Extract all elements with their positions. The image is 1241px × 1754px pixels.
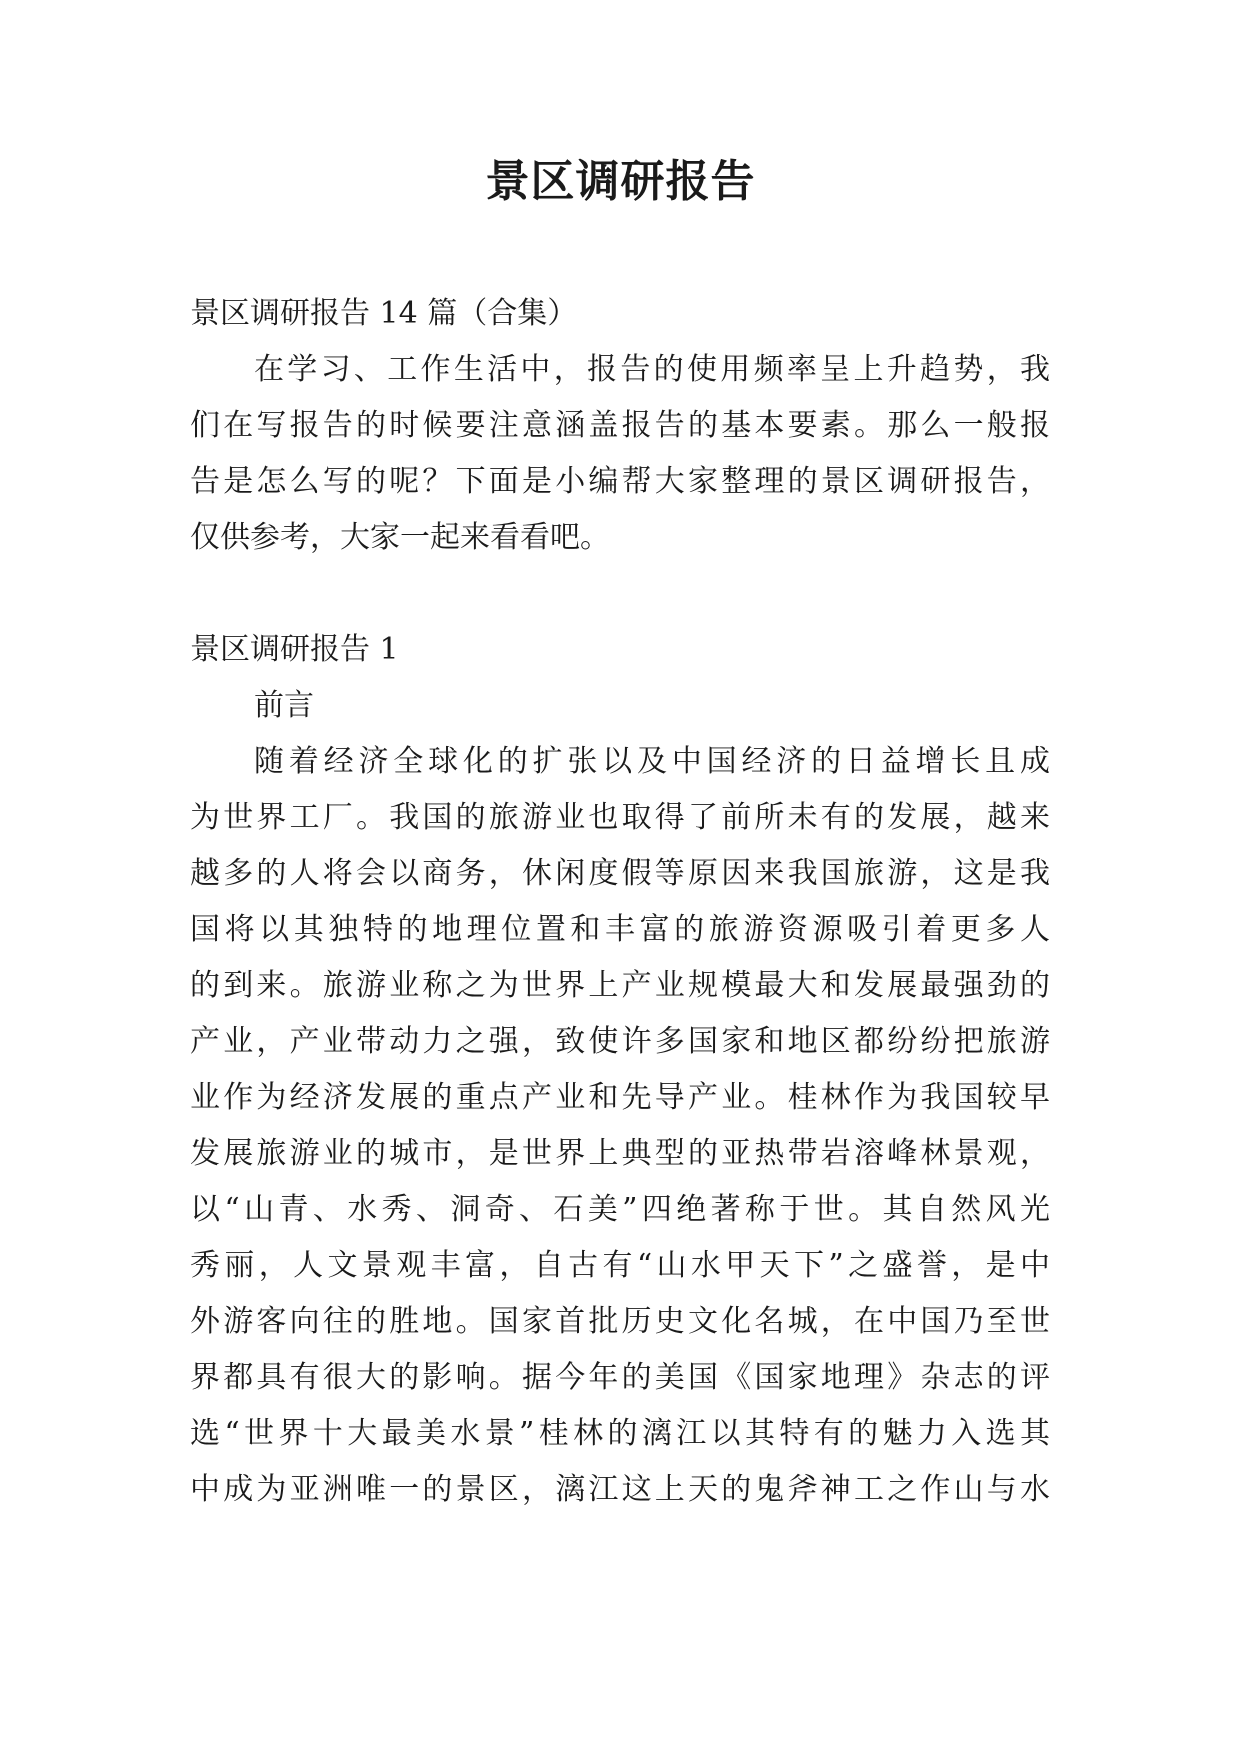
preface-line: 中成为亚洲唯一的景区，漓江这上天的鬼斧神工之作山与水 (190, 1472, 1050, 1507)
preface-line: 越多的人将会以商务，休闲度假等原因来我国旅游，这是我 (190, 856, 1050, 891)
paragraph-gap (190, 566, 1050, 622)
preface-line: 产业，产业带动力之强，致使许多国家和地区都纷纷把旅游 (190, 1024, 1050, 1059)
preface-line: 业作为经济发展的重点产业和先导产业。桂林作为我国较早 (190, 1080, 1050, 1115)
intro-line: 在学习、工作生活中，报告的使用频率呈上升趋势，我 (254, 352, 1050, 387)
document-body (190, 286, 1050, 1518)
document-title: 景区调研报告 (485, 156, 756, 207)
preface-line: 随着经济全球化的扩张以及中国经济的日益增长且成 (254, 744, 1050, 779)
preface-line: 为世界工厂。我国的旅游业也取得了前所未有的发展，越来 (190, 800, 1050, 835)
preface-line: 外游客向往的胜地。国家首批历史文化名城，在中国乃至世 (190, 1304, 1050, 1339)
preface-line: 以“山青、水秀、洞奇、石美”四绝著称于世。其自然风光 (190, 1192, 1050, 1227)
intro-line: 告是怎么写的呢？下面是小编帮大家整理的景区调研报告， (190, 464, 1050, 499)
preface-line: 界都具有很大的影响。据今年的美国《国家地理》杂志的评 (190, 1360, 1050, 1395)
intro-line: 仅供参考，大家一起来看看吧。 (190, 520, 610, 555)
section-heading: 景区调研报告 1 (190, 632, 399, 667)
preface-line: 选“世界十大最美水景”桂林的漓江以其特有的魅力入选其 (190, 1416, 1050, 1451)
preface-line: 国将以其独特的地理位置和丰富的旅游资源吸引着更多人 (190, 912, 1050, 947)
preface-label: 前言 (254, 688, 314, 723)
intro-line: 们在写报告的时候要注意涵盖报告的基本要素。那么一般报 (190, 408, 1050, 443)
preface-line: 的到来。旅游业称之为世界上产业规模最大和发展最强劲的 (190, 968, 1050, 1003)
preface-line: 发展旅游业的城市，是世界上典型的亚热带岩溶峰林景观， (190, 1136, 1050, 1171)
document-subtitle: 景区调研报告 14 篇（合集） (190, 296, 578, 331)
preface-line: 秀丽，人文景观丰富，自古有“山水甲天下”之盛誉，是中 (190, 1248, 1050, 1283)
